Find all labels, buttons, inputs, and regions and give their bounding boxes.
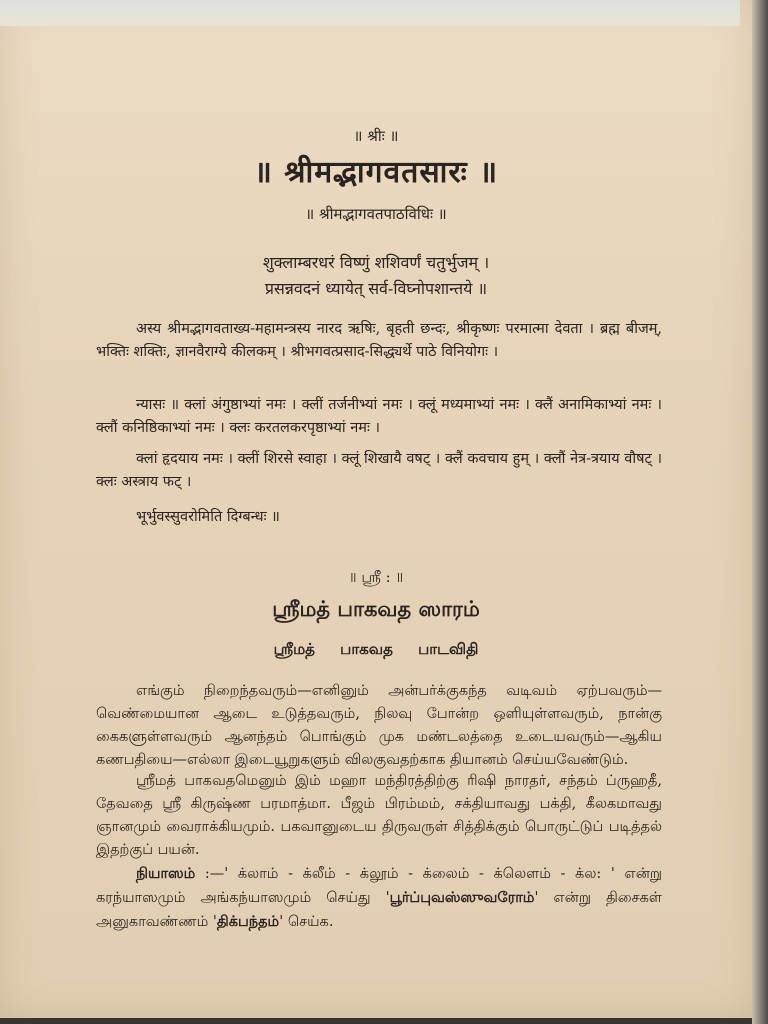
nyasa-bold-1: பூர்ப்புவஸ்ஸுவரோம்: [389, 889, 535, 906]
tamil-paragraph-2: ஸ்ரீமத் பாகவதமெனும் இம் மஹா மந்திரத்திற்கு ரிஷி நாரதர், சந்தம் ப்ருஹதீ, தேவதை ஸ்ரீ கிருஷ்ண பரமாத்மா. பீஜம் பிரம்மம், சக்தியாவது பக்தி, கீலகமாவது ஞானமும் வைராக்கியமும். பகவானுடைய திருவருள் சித்திக்கும் பொருட்டுப் படித்தல் இதற்குப் பயன்.: [96, 773, 662, 858]
verse-line-2: प्रसन्नवदनं ध्यायेत् सर्व-विघ्नोपशान्तये ॥: [264, 279, 488, 298]
nyasa-text-c: ' செய்க.: [279, 914, 334, 930]
sanskrit-digbandha: भूर्भुवस्सुवरोमिति दिग्बन्धः ॥: [136, 509, 280, 525]
nyasa-text-b: ' என்று திசைகள் அனுகாவண்ணம் ': [96, 890, 662, 930]
tamil-paragraph-1: எங்கும் நிறைந்தவரும்—எனினும் அன்பர்க்குகந்த வடிவம் ஏற்பவரும்—வெண்மையான ஆடை உடுத்தவரும், நிலவு போன்ற ஒளியுள்ளவரும், நான்கு கைகளுள்ளவரும் ஆனந்தம் பொங்கும் முக மண்டலத்தை உடையவரும்—ஆகிய கணபதியை—எல்லா இடையூறுகளும் விலகுவதற்காக தியானம் செய்யவேண்டும்.: [96, 683, 662, 768]
sanskrit-invocation: ॥ श्रीः ॥: [353, 127, 399, 145]
sanskrit-verse: [0, 250, 752, 302]
tamil-title: ஸ்ரீமத் பாகவத ஸாரம்: [272, 596, 480, 621]
sanskrit-title: ॥ श्रीमद्भागवतसारः ॥: [253, 155, 499, 190]
nyasa-label: நியாஸம்: [136, 865, 196, 882]
nyasa-text-a: :—' க்லாம் - க்லீம் - க்லூம் - க்லைம் - க்லௌம் - க்ல: ' என்று கரந்யாஸமும் அங்கந்யாஸமும் செய்து ': [96, 866, 662, 906]
tamil-paragraph-3: [96, 862, 662, 934]
tamil-invocation: ॥ ஸ்ரீ : ॥: [348, 568, 404, 586]
sanskrit-viniyoga: अस्य श्रीमद्भागवताख्य-महामन्त्रस्य नारद ऋषिः, बृहती छन्दः, श्रीकृष्णः परमात्मा देवता । ब्रह्म बीजम्, भक्तिः शक्तिः, ज्ञानवैराग्ये कीलकम् । श्रीभगवत्प्रसाद-सिद्ध्यर्थे पाठे विनियोगः ।: [96, 321, 662, 360]
tamil-subtitle: ஸ்ரீமத் பாகவத பாடவிதி: [273, 640, 479, 658]
sanskrit-anganyasa: क्लां हृदयाय नमः । क्लीं शिरसे स्वाहा । क्लूं शिखायै वषट् । क्लैं कवचाय हुम् । क्लौं नेत्र-त्रयाय वौषट् । क्लः अस्त्राय फट् ।: [96, 451, 662, 490]
verse-line-1: शुक्लाम्बरधरं विष्णुं शशिवर्णं चतुर्भुजम् ।: [262, 253, 490, 272]
page-top-strip: [0, 0, 740, 26]
book-edge: [752, 0, 768, 1024]
sanskrit-subtitle: ॥ श्रीमद्भागवतपाठविधिः ॥: [305, 205, 447, 223]
sanskrit-nyasa: न्यासः ॥ क्लां अंगुष्ठाभ्यां नमः । क्लीं तर्जनीभ्यां नमः । क्लूं मध्यमाभ्यां नमः । क्लैं अनामिकाभ्यां नमः । क्लौं कनिष्ठिकाभ्यां नमः । क्लः करतलकरपृष्ठाभ्यां नमः ।: [96, 397, 662, 436]
nyasa-bold-2: திக்பந்தம்: [216, 913, 280, 930]
